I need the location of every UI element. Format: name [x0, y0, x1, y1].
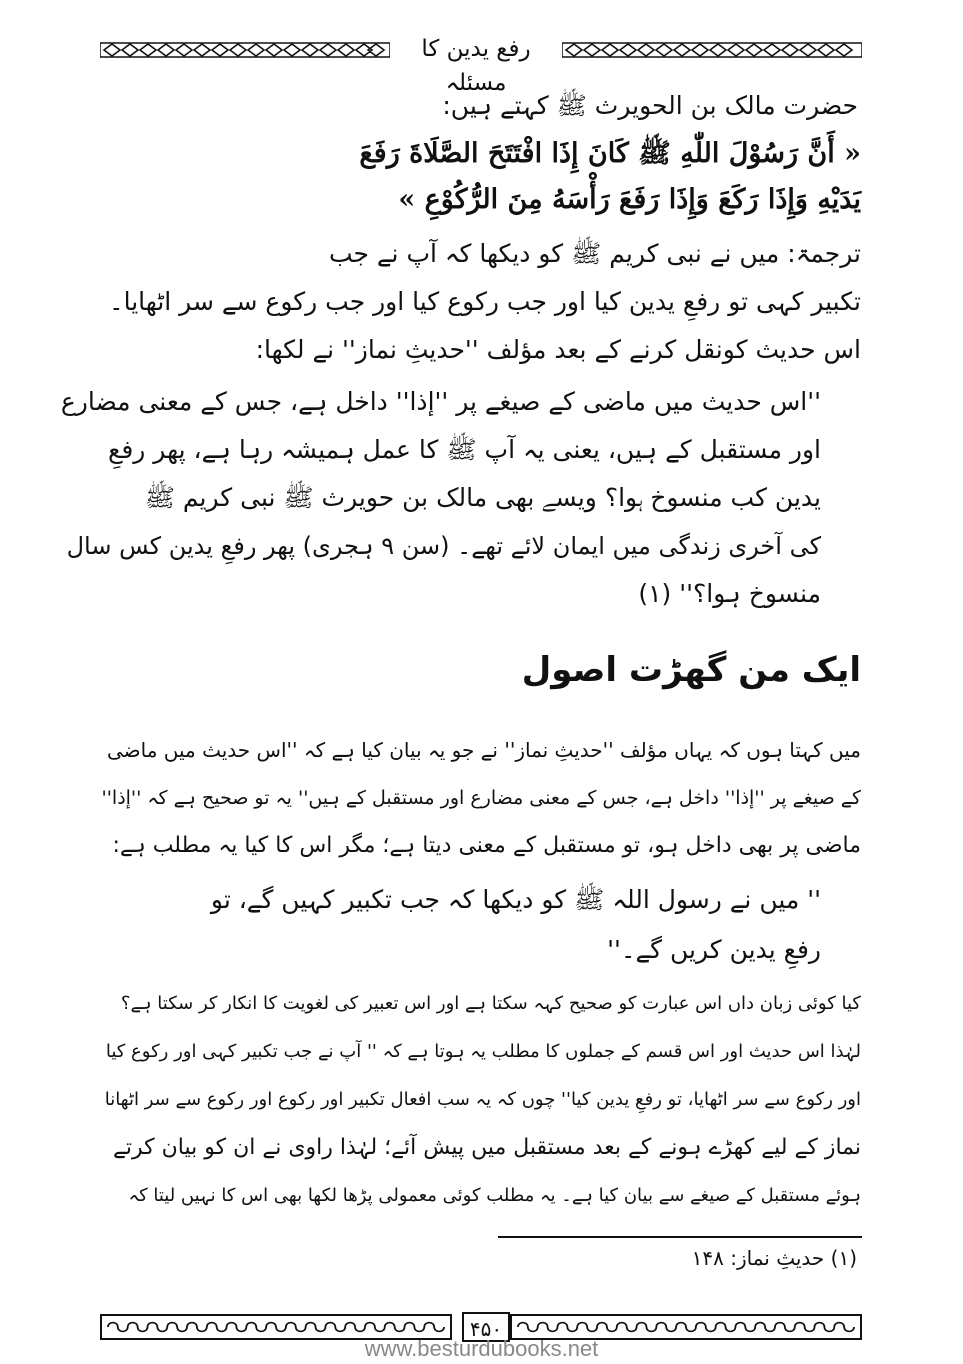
footnote: (۱) حدیثِ نماز: ۱۴۸	[691, 1246, 857, 1270]
quote-line: '' میں نے رسول اللہ ﷺ کو دیکھا کہ جب تکبیر کہیں گے، تو	[210, 885, 821, 914]
translation-line: ترجمۃ: میں نے نبی کریم ﷺ کو دیکھا کہ آپ نے جب	[328, 239, 861, 268]
quote-block-line: یدین کب منسوخ ہوا؟ ویسے بھی مالک بن حویرث ﷺ نبی کریم ﷺ	[144, 483, 821, 512]
section-heading: ایک من گھڑت اصول	[521, 650, 861, 690]
paragraph-line: لہٰذا اس حدیث اور اس قسم کے جملوں کا مطلب یہ ہوتا ہے کہ '' آپ نے جب تکبیر کہی اور رکوع کیا	[105, 1041, 861, 1062]
running-header-title: رفع یدین کا مسئلہ	[421, 36, 531, 96]
paragraph-line: ہوئے مستقبل کے صیغے سے بیان کیا ہے۔ یہ مطلب کوئی معمولی پڑھا لکھا بھی اس کا نہیں لیتا کہ	[128, 1185, 861, 1206]
page-number: ۴۵۰	[462, 1312, 510, 1342]
quote-block-line: کی آخری زندگی میں ایمان لائے تھے۔ (سن ۹ ہجری) پھر رفعِ یدین کس سال	[66, 532, 821, 560]
running-header	[100, 32, 862, 96]
hadith-arabic-line: يَدَيْهِ وَإِذَا رَكَعَ وَإِذَا رَفَعَ رَأْسَهُ مِنَ الرُّكُوْعِ »	[398, 184, 861, 215]
paragraph-line: کے صیغے پر ''إذا'' داخل ہے، جس کے معنی مضارع اور مستقبل کے ہیں'' یہ تو صحیح ہے کہ ''إذا''	[101, 787, 861, 809]
quote-intro: اس حدیث کونقل کرنے کے بعد مؤلف ''حدیثِ نماز'' نے لکھا:	[255, 335, 861, 364]
paragraph-line: نماز کے لیے کھڑے ہونے کے بعد مستقبل میں پیش آئے؛ لہٰذا راوی نے ان کو بیان کرتے	[113, 1135, 861, 1160]
paragraph-line: کیا کوئی زبان داں اس عبارت کو صحیح کہہ سکتا ہے اور اس تعبیر کی لغویت کا انکار کر سکتا ہے؟	[120, 993, 861, 1014]
quote-block-line: اور مستقبل کے ہیں، یعنی یہ آپ ﷺ کا عمل ہمیشہ رہا ہے، پھر رفعِ	[108, 435, 821, 464]
quote-block-line: ''اس حدیث میں ماضی کے صیغے پر ''إذا'' داخل ہے، جس کے معنی مضارع	[60, 387, 821, 416]
paragraph-line: میں کہتا ہوں کہ یہاں مؤلف ''حدیثِ نماز'' نے جو یہ بیان کیا ہے کہ ''اس حدیث میں ماضی	[106, 738, 861, 762]
intro-line: حضرت مالک بن الحویرث ﷺ کہتے ہیں:	[442, 91, 858, 120]
footnote-separator	[498, 1236, 862, 1238]
ornament-band-right	[562, 42, 862, 58]
hadith-arabic-line: « أَنَّ رَسُوْلَ اللّٰهِ ﷺ كَانَ إِذَا افْتَتَحَ الصَّلَاةَ رَفَعَ	[359, 138, 861, 169]
ornament-band-left	[100, 42, 390, 58]
paragraph-line: ماضی پر بھی داخل ہو، تو مستقبل کے معنی دیتا ہے؛ مگر اس کا کیا یہ مطلب ہے:	[112, 833, 861, 858]
quote-block-line: منسوخ ہوا؟'' (۱)	[638, 579, 821, 608]
quote-line: رفعِ یدین کریں گے۔''	[607, 935, 821, 964]
translation-line: تکبیر کہی تو رفعِ یدین کیا اور جب رکوع کیا اور جب رکوع سے سر اٹھایا۔	[108, 287, 861, 316]
paragraph-line: اور رکوع سے سر اٹھایا، تو رفعِ یدین کیا'' چوں کہ یہ سب افعال تکبیر اور رکوع اور رکوع سے سر اٹھانا	[104, 1089, 861, 1110]
watermark-url: www.besturdubooks.net	[364, 1336, 599, 1361]
